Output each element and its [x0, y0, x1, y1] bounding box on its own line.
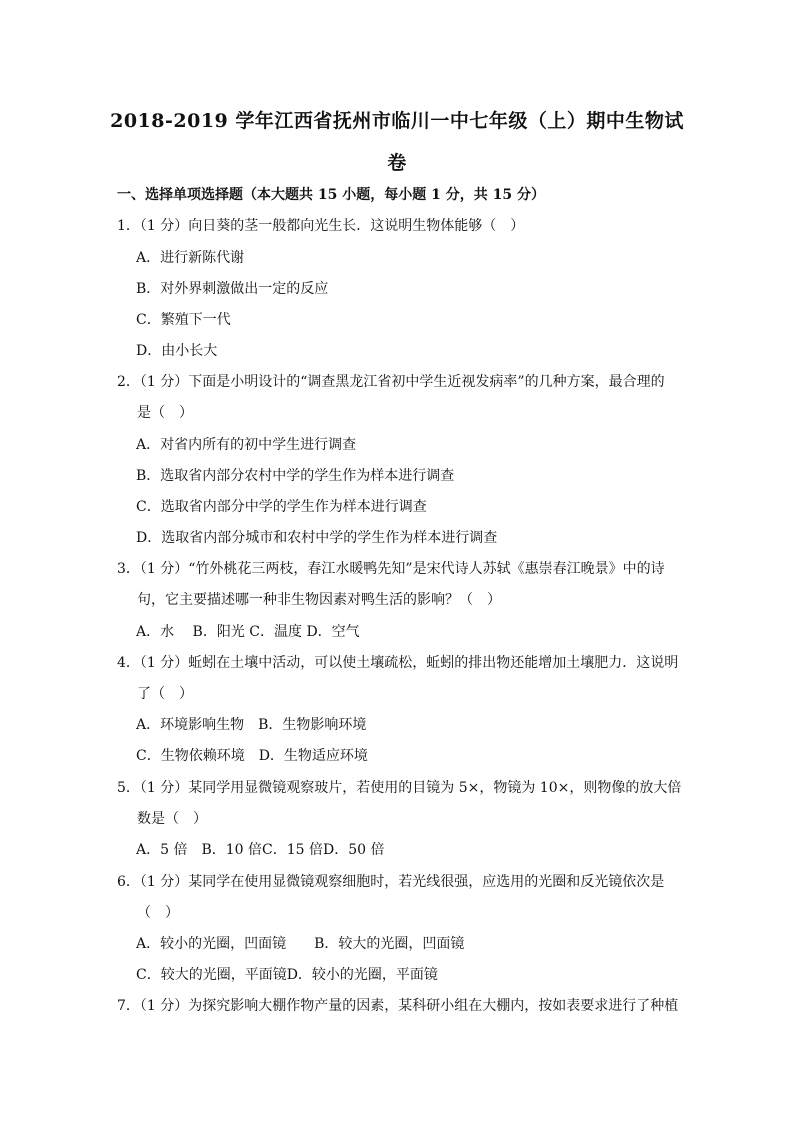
question-2-option-d: D．选取省内部分城市和农村中学的学生作为样本进行调查 [136, 530, 498, 546]
question-2-stem: 2．（1 分）下面是小明设计的“调查黑龙江省初中学生近视发病率”的几种方案，最合理的 [117, 374, 665, 390]
question-2-stem-cont: 是（ ） [137, 405, 193, 421]
question-4-stem: 4．（1 分）蚯蚓在土壤中活动，可以使土壤疏松，蚯蚓的排出物还能增加土壤肥力．这说明 [117, 655, 679, 671]
question-1-option-b: B．对外界刺激做出一定的反应 [136, 281, 329, 297]
question-1-option-c: C．繁殖下一代 [136, 312, 231, 328]
question-4-options-cd: C．生物依赖环境 D．生物适应环境 [136, 748, 368, 764]
question-3-stem: 3．（1 分）“竹外桃花三两枝，春江水暖鸭先知”是宋代诗人苏轼《惠崇春江晚景》中的诗 [117, 561, 665, 577]
section-heading: 一、选择单项选择题（本大题共 15 小题，每小题 1 分，共 15 分） [117, 187, 545, 203]
question-6-options-ab: A．较小的光圈，凹面镜 B．较大的光圈，凹面镜 [136, 936, 465, 952]
question-6-options-cd: C．较大的光圈，平面镜D．较小的光圈，平面镜 [136, 967, 438, 983]
question-7-stem: 7．（1 分）为探究影响大棚作物产量的因素，某科研小组在大棚内，按如表要求进行了种植 [117, 998, 679, 1014]
document-title-line-1: 2018-2019 学年江西省抚州市临川一中七年级（上）期中生物试 [110, 110, 684, 132]
question-5-stem: 5．（1 分）某同学用显微镜观察玻片，若使用的目镜为 5×，物镜为 10×，则物像的放大倍 [117, 780, 682, 796]
question-1-option-a: A．进行新陈代谢 [136, 250, 245, 266]
question-6-stem: 6．（1 分）某同学在使用显微镜观察细胞时，若光线很强，应选用的光圈和反光镜依次是 [117, 874, 665, 890]
question-3-stem-cont: 句，它主要描述哪一种非生物因素对鸭生活的影响？（ ） [137, 592, 501, 608]
question-5-stem-cont: 数是（ ） [137, 811, 207, 827]
question-2-option-c: C．选取省内部分中学的学生作为样本进行调查 [136, 499, 427, 515]
question-3-options: A．水 B．阳光 C．温度 D．空气 [136, 624, 360, 640]
question-1-stem: 1．（1 分）向日葵的茎一般都向光生长．这说明生物体能够（ ） [117, 218, 525, 234]
question-1-option-d: D．由小长大 [136, 343, 218, 359]
question-5-options: A．5 倍 B．10 倍C．15 倍D．50 倍 [136, 842, 385, 858]
question-4-stem-cont: 了（ ） [137, 686, 193, 702]
document-title-line-2: 卷 [387, 152, 407, 174]
question-2-option-a: A．对省内所有的初中学生进行调查 [136, 437, 357, 453]
question-4-options-ab: A．环境影响生物 B．生物影响环境 [136, 717, 367, 733]
question-2-option-b: B．选取省内部分农村中学的学生作为样本进行调查 [136, 468, 455, 484]
question-6-stem-cont: （ ） [137, 905, 179, 921]
